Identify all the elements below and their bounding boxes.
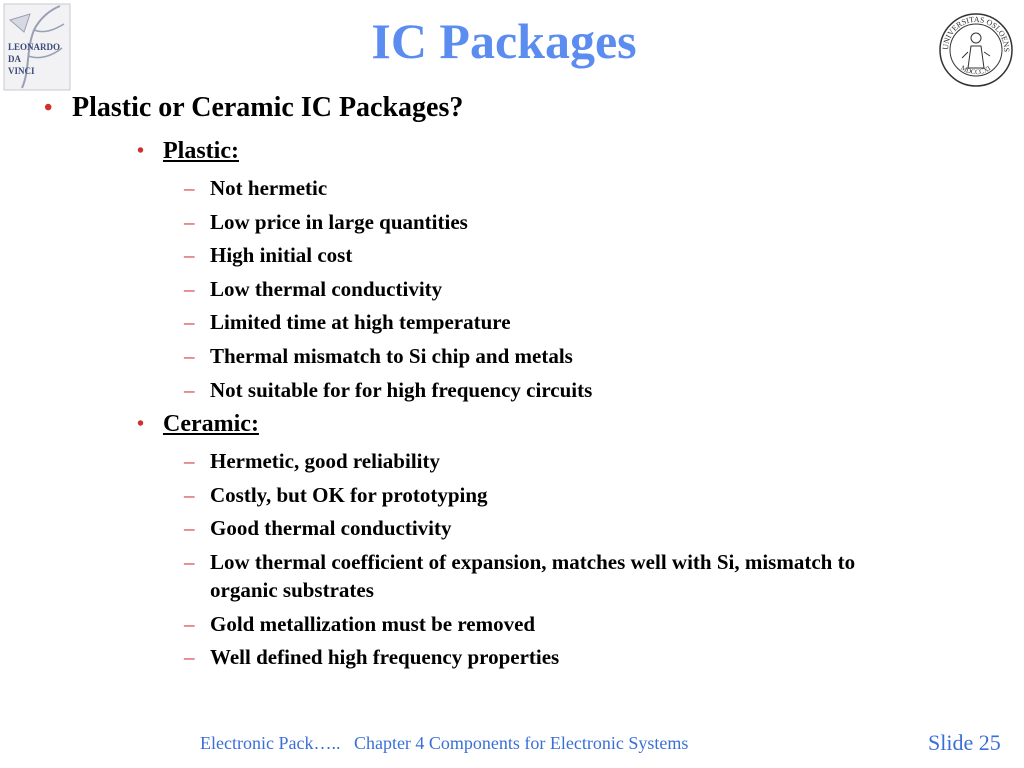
svg-text:UNIVERSITAS OSLOENSIS: UNIVERSITAS OSLOENS bbox=[940, 14, 1012, 53]
footer-caption: Electronic Pack….. Chapter 4 Components for Electronic Systems bbox=[200, 733, 689, 753]
list-item-text: Not suitable for for high frequency circuits bbox=[210, 377, 593, 402]
dash-icon: – bbox=[184, 209, 195, 234]
list-item bbox=[40, 275, 1010, 303]
list-item bbox=[40, 548, 1010, 576]
list-item bbox=[40, 610, 1010, 638]
list-item bbox=[40, 643, 1010, 671]
list-item-text: Good thermal conductivity bbox=[210, 516, 452, 541]
list-item bbox=[40, 174, 1010, 202]
universitas-osloensis-seal bbox=[938, 12, 1014, 88]
slide-title: IC Packages bbox=[371, 13, 637, 69]
list-item bbox=[40, 514, 1010, 542]
dash-icon: – bbox=[184, 482, 195, 507]
plastic-label: Plastic: bbox=[163, 138, 239, 164]
dash-icon: – bbox=[184, 276, 195, 301]
list-item-continuation bbox=[40, 576, 1010, 604]
list-item-text: High initial cost bbox=[210, 243, 353, 268]
list-item bbox=[40, 308, 1010, 336]
list-item-text: Well defined high frequency properties bbox=[210, 645, 560, 670]
svg-text:LEONARDO: LEONARDO bbox=[8, 42, 61, 52]
ceramic-label: Ceramic: bbox=[163, 411, 259, 438]
list-item bbox=[40, 447, 1010, 475]
main-bullet bbox=[40, 90, 1010, 126]
bullet-icon: • bbox=[137, 413, 145, 436]
slide-body bbox=[40, 90, 1010, 677]
dash-icon: – bbox=[184, 243, 195, 268]
ceramic-list bbox=[40, 447, 1010, 671]
dash-icon: – bbox=[184, 310, 195, 335]
list-item-text: Gold metallization must be removed bbox=[210, 611, 536, 636]
list-item bbox=[40, 481, 1010, 509]
dash-icon: – bbox=[184, 176, 195, 200]
list-item-text: Thermal mismatch to Si chip and metals bbox=[210, 343, 573, 368]
list-item bbox=[40, 208, 1010, 236]
bullet-icon: • bbox=[137, 140, 145, 162]
dash-icon: – bbox=[184, 449, 195, 474]
dash-icon: – bbox=[184, 377, 195, 402]
svg-text:VINCI: VINCI bbox=[8, 66, 35, 76]
svg-text:MDCCCXI: MDCCCXI bbox=[959, 63, 993, 77]
dash-icon: – bbox=[184, 549, 195, 574]
ceramic-section bbox=[40, 409, 1010, 439]
dash-icon: – bbox=[184, 611, 195, 636]
dash-icon: – bbox=[184, 645, 195, 670]
list-item bbox=[40, 376, 1010, 404]
dash-icon: – bbox=[184, 343, 195, 368]
svg-text:DA: DA bbox=[8, 54, 21, 64]
list-item-text: Limited time at high temperature bbox=[210, 310, 511, 335]
list-item-text: Not hermetic bbox=[210, 176, 328, 200]
slide-number: Slide 25 bbox=[928, 730, 1001, 755]
list-item-text: Low thermal coefficient of expansion, matches well with Si, mismatch to bbox=[210, 549, 856, 574]
list-item-text: Costly, but OK for prototyping bbox=[210, 482, 488, 507]
main-heading: Plastic or Ceramic IC Packages? bbox=[72, 92, 464, 123]
list-item-text: Low thermal conductivity bbox=[210, 276, 443, 301]
plastic-list bbox=[40, 174, 1010, 404]
list-item-text: organic substrates bbox=[210, 577, 374, 602]
bullet-icon: • bbox=[44, 95, 53, 121]
list-item-text: Low price in large quantities bbox=[210, 209, 468, 234]
list-item bbox=[40, 342, 1010, 370]
plastic-section bbox=[40, 136, 1010, 166]
list-item bbox=[40, 241, 1010, 269]
list-item-text: Hermetic, good reliability bbox=[210, 449, 440, 474]
dash-icon: – bbox=[184, 516, 195, 541]
